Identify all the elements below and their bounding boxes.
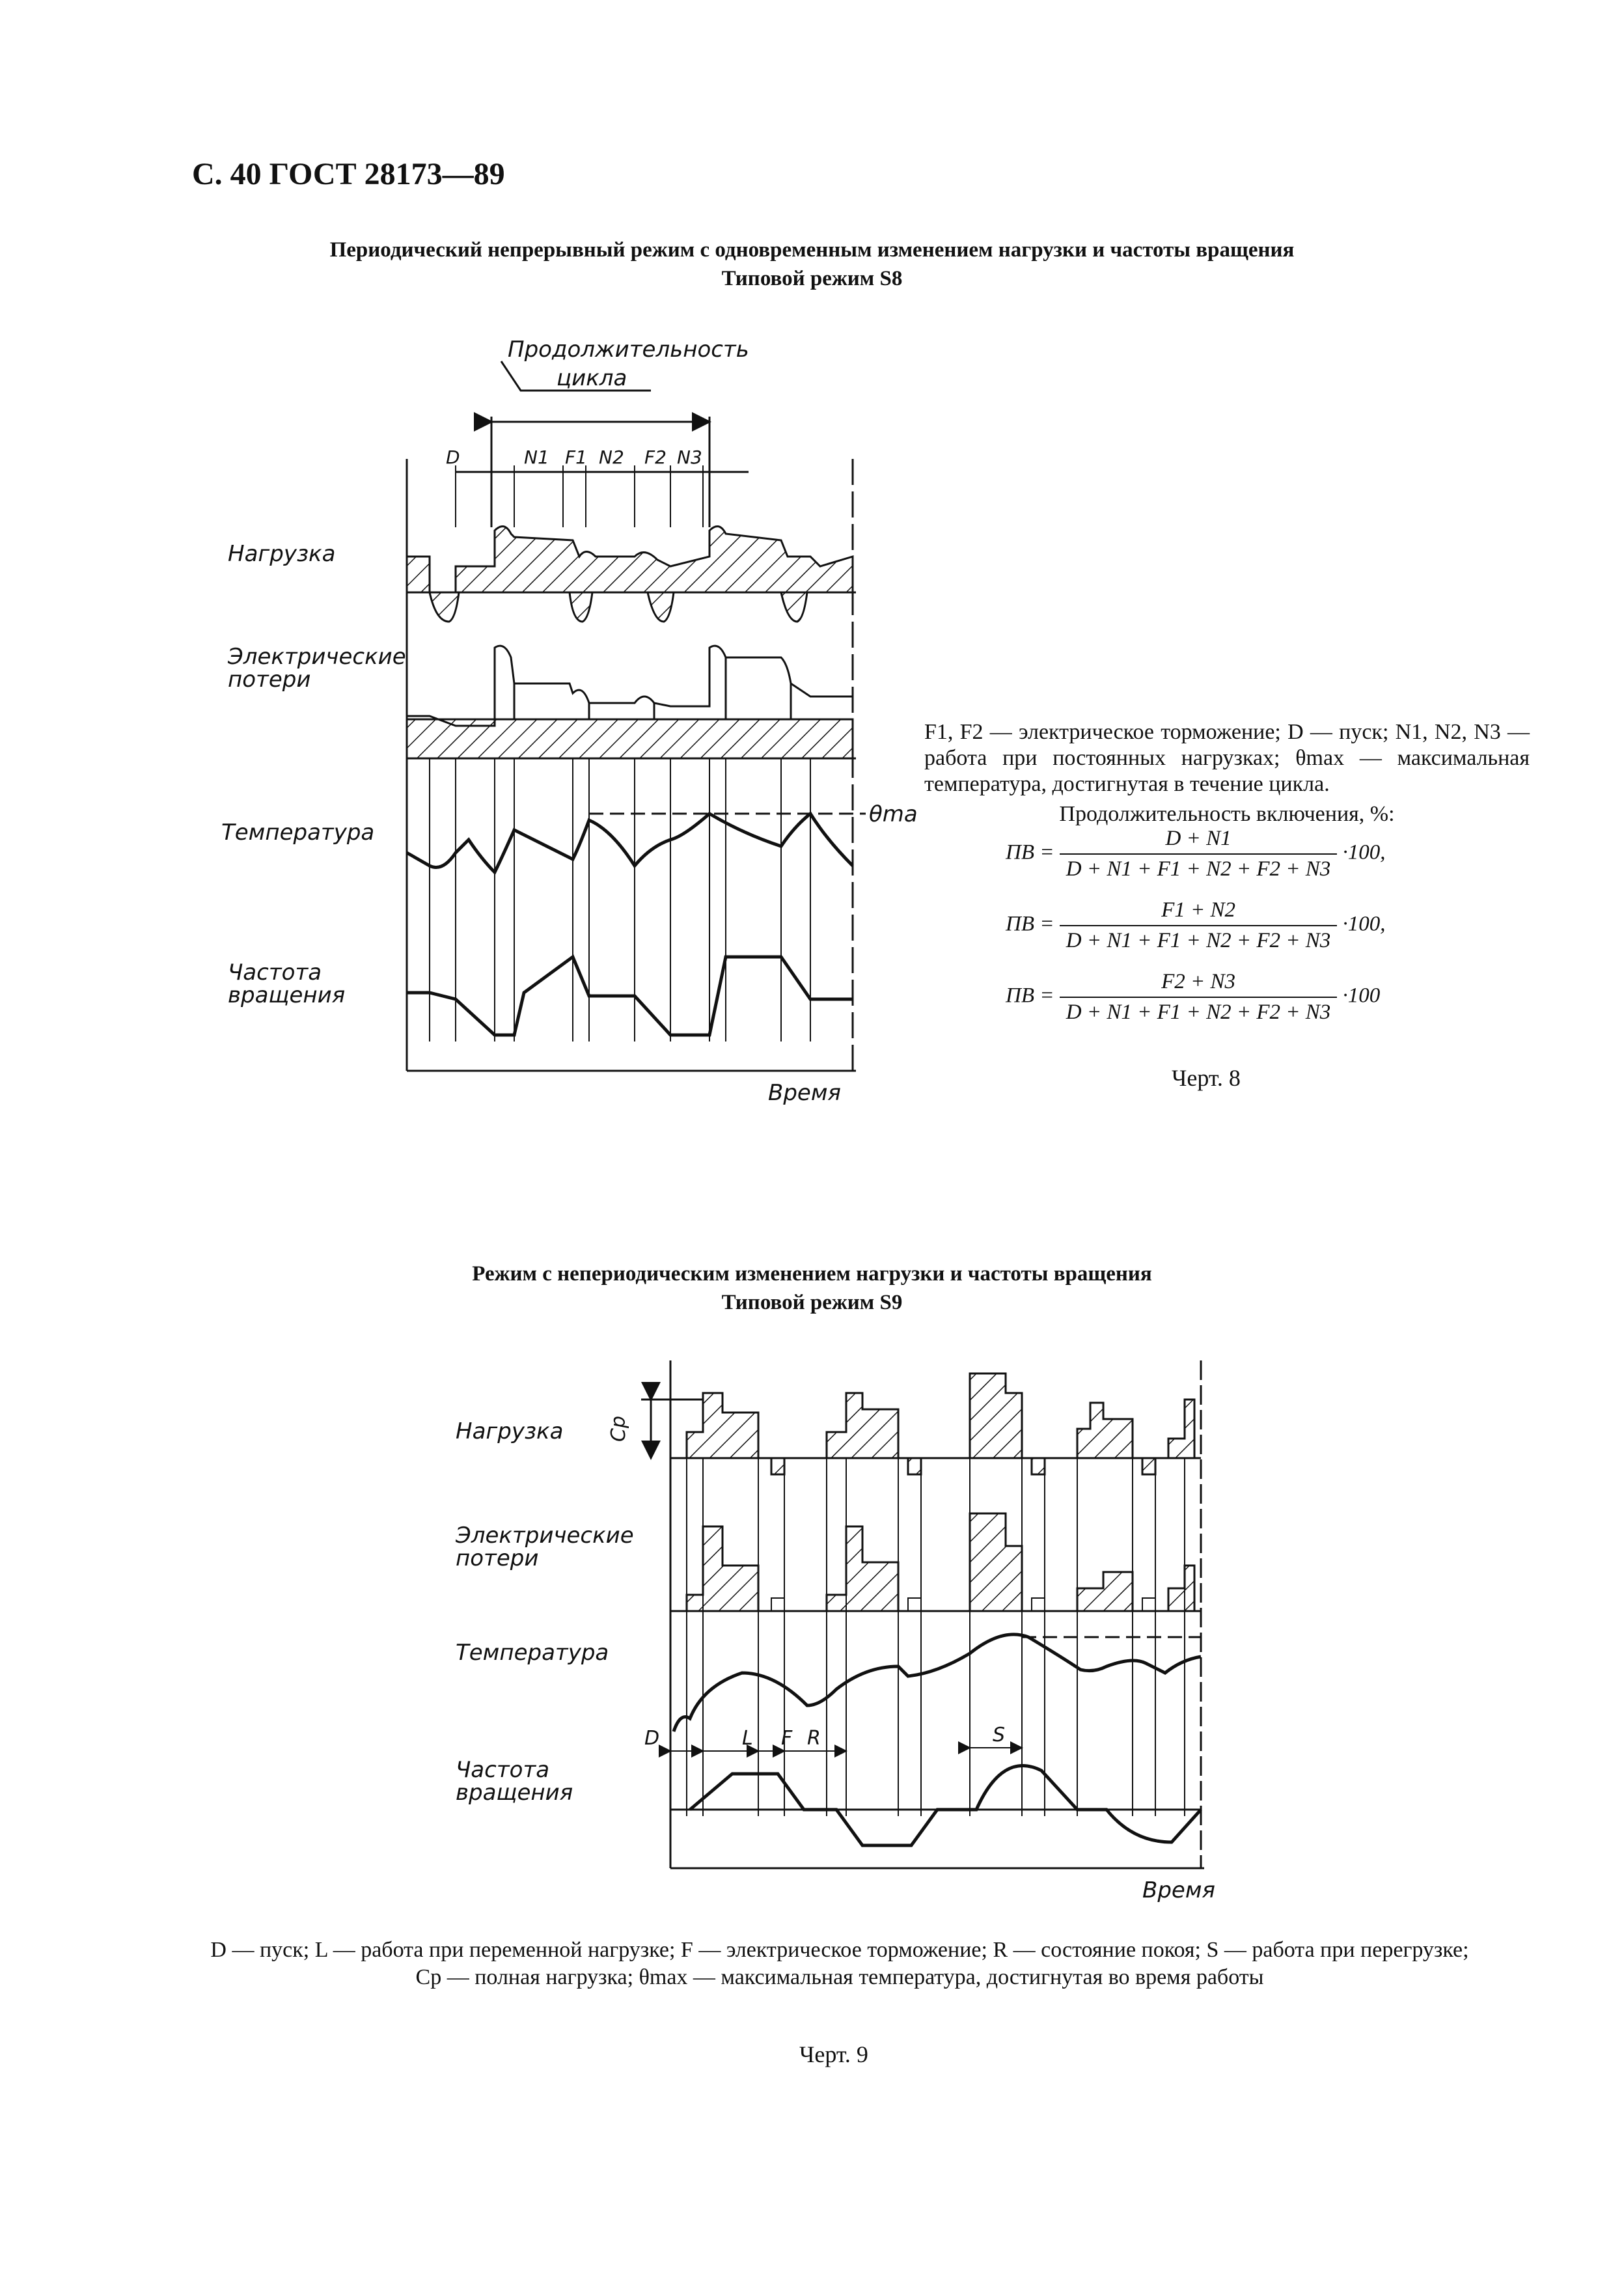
s8-temp-label: Температура — [221, 820, 375, 846]
s8-legend-text: F1, F2 — электрическое торможение; D — пуск; N1, N2, N3 — работа при постоянных нагрузках; θmax — максимальная температура, достигнутая в течение цикла. — [924, 720, 1530, 796]
s8-title-line1: Периодический непрерывный режим с одновременным изменением нагрузки и частоты вращения — [329, 238, 1295, 262]
s9-caption: Черт. 9 — [799, 2041, 868, 2067]
s9-l-label: L — [742, 1727, 753, 1750]
s8-time-label: Время — [768, 1080, 841, 1106]
s8-cycle-label-2: цикла — [557, 365, 627, 391]
s9-losses-label-1: Электрические — [456, 1523, 634, 1549]
s9-title-line1: Режим с непериодическим изменением нагрузки и частоты вращения — [472, 1262, 1152, 1286]
s8-formula-2-lhs: ПВ = — [1006, 912, 1054, 936]
s8-speed-label-2: вращения — [228, 982, 346, 1008]
s8-formula-2-num: F1 + N2 — [1060, 898, 1338, 926]
s8-formula-3-den: D + N1 + F1 + N2 + F2 + N3 — [1066, 1000, 1331, 1024]
s8-interval-n3: N3 — [677, 447, 702, 468]
s9-temp-label: Температура — [456, 1640, 609, 1666]
s8-interval-n1: N1 — [524, 447, 549, 468]
s8-formula-1-num: D + N1 — [1060, 827, 1338, 855]
s8-formula-3-lhs: ПВ = — [1006, 984, 1054, 1008]
s9-speed-label-1: Частота — [456, 1757, 550, 1783]
s8-interval-f1: F1 — [565, 447, 587, 468]
s9-load-label: Нагрузка — [456, 1418, 564, 1444]
s9-time-label: Время — [1142, 1877, 1215, 1903]
s8-caption: Черт. 8 — [1172, 1065, 1241, 1091]
s9-cp-label: Cp — [607, 1416, 630, 1442]
s9-d-label: D — [644, 1727, 660, 1750]
s9-losses-label-2: потери — [456, 1545, 539, 1571]
s8-formula-3-tail: ·100 — [1342, 984, 1381, 1008]
s9-speed-label-2: вращения — [456, 1780, 573, 1806]
s9-legend: D — пуск; L — работа при переменной нагрузке; F — электрическое торможение; R — состояние покоя; S — работа при перегрузке; Cp — полная нагрузка; θmax — максимальная температура, достигнутая во время работы — [210, 1938, 1469, 1989]
s9-f-label: F — [781, 1727, 793, 1750]
s8-title-line2: Типовой режим S8 — [721, 267, 903, 290]
s8-formula-1-tail: ·100, — [1342, 840, 1386, 864]
s9-s-label: S — [993, 1724, 1006, 1746]
s8-interval-n2: N2 — [599, 447, 624, 468]
s8-losses-label-1: Электрические — [228, 644, 406, 670]
s8-theta-label: θmа — [869, 801, 918, 827]
s8-losses-label-2: потери — [228, 667, 311, 693]
s8-load-label: Нагрузка — [228, 541, 336, 567]
page-header: С. 40 ГОСТ 28173—89 — [192, 157, 505, 191]
s8-speed-label-1: Частота — [228, 959, 322, 986]
s8-cycle-label-1: Продолжительность — [508, 337, 749, 363]
s8-interval-f2: F2 — [644, 447, 667, 468]
s8-interval-d: D — [446, 447, 460, 468]
s8-formula-1-den: D + N1 + F1 + N2 + F2 + N3 — [1066, 857, 1331, 881]
s8-formula-1-lhs: ПВ = — [1006, 840, 1054, 864]
s9-title-line2: Типовой режим S9 — [721, 1291, 903, 1314]
s8-formula-3-num: F2 + N3 — [1060, 970, 1338, 998]
s8-formula-2-tail: ·100, — [1342, 912, 1386, 936]
s8-duty-label: Продолжительность включения, %: — [1059, 802, 1395, 826]
s8-formula-2-den: D + N1 + F1 + N2 + F2 + N3 — [1066, 929, 1331, 952]
s9-r-label: R — [807, 1727, 821, 1750]
